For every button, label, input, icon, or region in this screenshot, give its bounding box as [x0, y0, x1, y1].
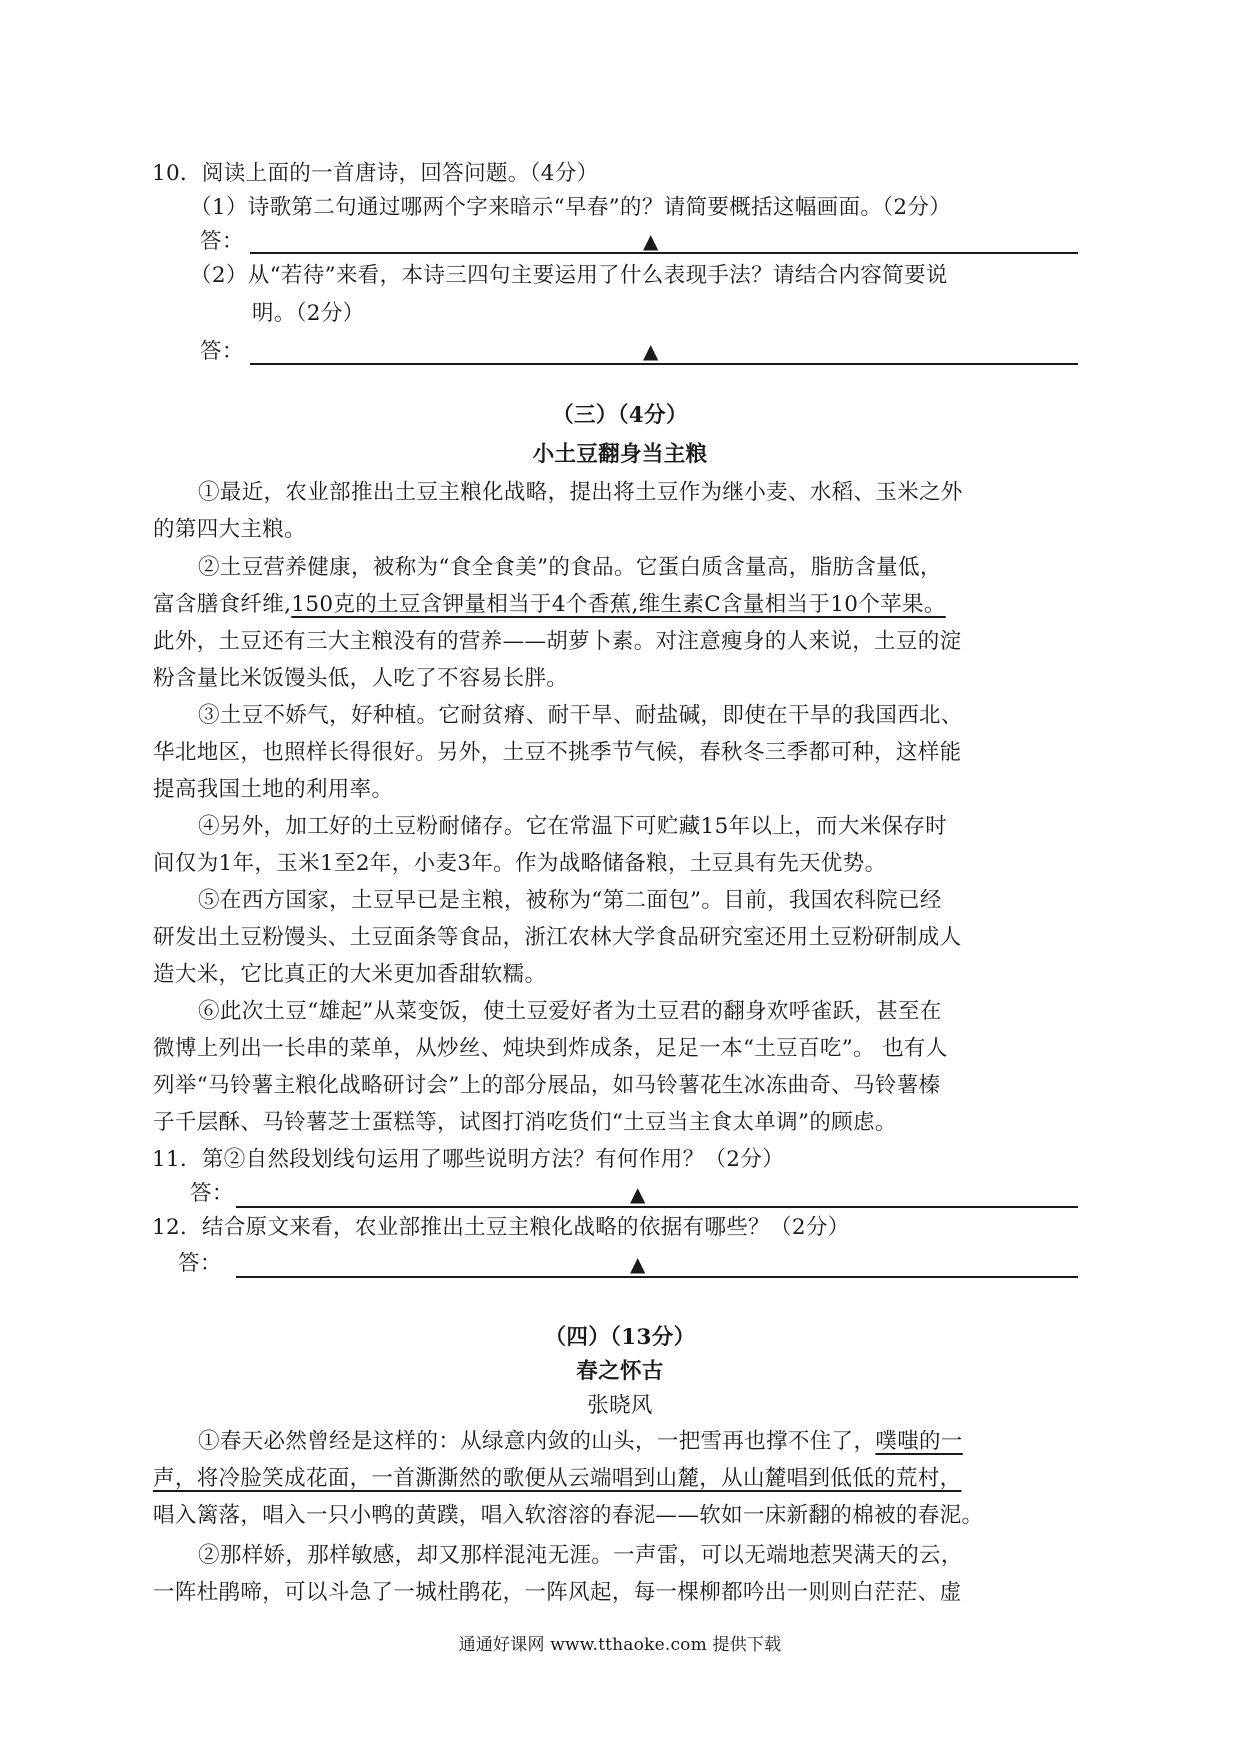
question-10-2: （2）从“若待”来看，本诗三四句主要运用了什么表现手法？请结合内容简要说 — [190, 263, 948, 288]
paragraph-1-line-1: ①最近，农业部推出土豆主粮化战略，提出将土豆作为继小麦、水稻、玉米之外 — [198, 480, 963, 505]
paragraph-3-line-3: 提高我国土地的利用率。 — [153, 777, 394, 802]
paragraph-6-line-1: ⑥此次土豆“雄起”从菜变饭，使土豆爱好者为土豆君的翻身欢呼雀跃，甚至在 — [198, 999, 942, 1024]
answer-line-11[interactable] — [236, 1206, 1078, 1208]
underlined-phrase: 噗嗤的一 — [875, 1429, 963, 1454]
paragraph-2-line-4: 粉含量比米饭馒头低，人吃了不容易长胖。 — [153, 666, 569, 691]
section-four-author: 张晓风 — [587, 1393, 653, 1418]
essay-text: ①春天必然曾经是这样的：从绿意内敛的山头，一把雪再也撑不住了， — [198, 1429, 876, 1454]
paragraph-3-line-1: ③土豆不娇气，好种植。它耐贫瘠、耐干旱、耐盐碱，即使在干旱的我国西北、 — [198, 703, 963, 728]
paragraph-2-text: 富含膳食纤维, — [153, 592, 292, 617]
answer-line-12[interactable] — [236, 1276, 1078, 1278]
essay-paragraph-1-line-2: 声，将冷脸笑成花面，一首澌澌然的歌便从云端唱到山麓，从山麓唱到低低的荒村， — [153, 1466, 962, 1491]
answer-label-10-1: 答： — [200, 229, 244, 254]
paragraph-4-line-2: 间仅为1年，玉米1至2年，小麦3年。作为战略储备粮，土豆具有先天优势。 — [153, 851, 887, 876]
paragraph-5-line-1: ⑤在西方国家，土豆早已是主粮，被称为“第二面包”。目前，我国农科院已经 — [198, 888, 942, 913]
answer-label-10-2: 答： — [200, 339, 244, 364]
page-footer: 通通好课网 www.tthaoke.com 提供下载 — [458, 1635, 782, 1655]
paragraph-2-line-3: 此外，土豆还有三大主粮没有的营养——胡萝卜素。对注意瘦身的人来说，土豆的淀 — [153, 629, 962, 654]
paragraph-1-line-2: 的第四大主粮。 — [153, 517, 306, 542]
paragraph-5-line-2: 研发出土豆粉馒头、土豆面条等食品，浙江农林大学食品研究室还用土豆粉研制成人 — [153, 925, 962, 950]
essay-paragraph-2-line-2: 一阵杜鹃啼，可以斗急了一城杜鹃花，一阵风起，每一棵柳都吟出一则则白茫茫、虚 — [153, 1580, 962, 1605]
paragraph-5-line-3: 造大米，它比真正的大米更加香甜软糯。 — [153, 962, 547, 987]
essay-paragraph-1-line-1 — [198, 1424, 963, 1460]
paragraph-2-line-2 — [153, 587, 946, 623]
essay-paragraph-1-line-3: 唱入篱落，唱入一只小鸭的黄蹼，唱入软溶溶的春泥——软如一床新翻的棉被的春泥。 — [153, 1503, 984, 1528]
question-10: 10．阅读上面的一首唐诗，回答问题。（4分） — [152, 161, 599, 186]
section-three-heading: （三）（4分） — [552, 403, 688, 428]
answer-label-11: 答： — [190, 1181, 234, 1206]
question-10-2-cont: 明。（2分） — [252, 301, 365, 326]
paragraph-3-line-2: 华北地区，也照样长得很好。另外，土豆不挑季节气候，春秋冬三季都可种，这样能 — [153, 740, 962, 765]
answer-marker-12: ▲ — [630, 1252, 646, 1276]
section-four-heading: （四）（13分） — [544, 1325, 696, 1350]
underlined-sentence: 150克的土豆含钾量相当于4个香蕉,维生素C含量相当于10个苹果。 — [291, 592, 946, 617]
paragraph-6-line-4: 子千层酥、马铃薯芝士蛋糕等，试图打消吃货们“土豆当主食太单调”的顾虑。 — [153, 1110, 897, 1135]
answer-line-10-2[interactable] — [250, 363, 1078, 365]
section-four-title: 春之怀古 — [576, 1359, 664, 1384]
answer-marker-10-1: ▲ — [643, 229, 659, 253]
question-11: 11．第②自然段划线句运用了哪些说明方法？有何作用？（2分） — [152, 1147, 785, 1172]
question-10-1: （1）诗歌第二句通过哪两个字来暗示“早春”的？请简要概括这幅画面。（2分） — [190, 195, 952, 220]
question-12: 12．结合原文来看，农业部推出土豆主粮化战略的依据有哪些？（2分） — [152, 1215, 850, 1240]
paragraph-2-line-1: ②土豆营养健康，被称为“食全食美”的食品。它蛋白质含量高，脂肪含量低， — [198, 555, 942, 580]
paragraph-4-line-1: ④另外，加工好的土豆粉耐储存。它在常温下可贮藏15年以上，而大米保存时 — [198, 814, 948, 839]
answer-line-10-1[interactable] — [250, 252, 1078, 254]
paragraph-6-line-2: 微博上列出一长串的菜单，从炒丝、炖块到炸成条，足足一本“土豆百吃”。 也有人 — [153, 1036, 948, 1061]
answer-marker-11: ▲ — [630, 1182, 646, 1206]
answer-label-12: 答： — [178, 1251, 222, 1276]
paragraph-6-line-3: 列举“马铃薯主粮化战略研讨会”上的部分展品，如马铃薯花生冰冻曲奇、马铃薯榛 — [153, 1073, 941, 1098]
answer-marker-10-2: ▲ — [643, 339, 659, 363]
section-three-title: 小土豆翻身当主粮 — [532, 442, 708, 467]
essay-paragraph-2-line-1: ②那样娇，那样敏感，却又那样混沌无涯。一声雷，可以无端地惹哭满天的云， — [198, 1543, 963, 1568]
